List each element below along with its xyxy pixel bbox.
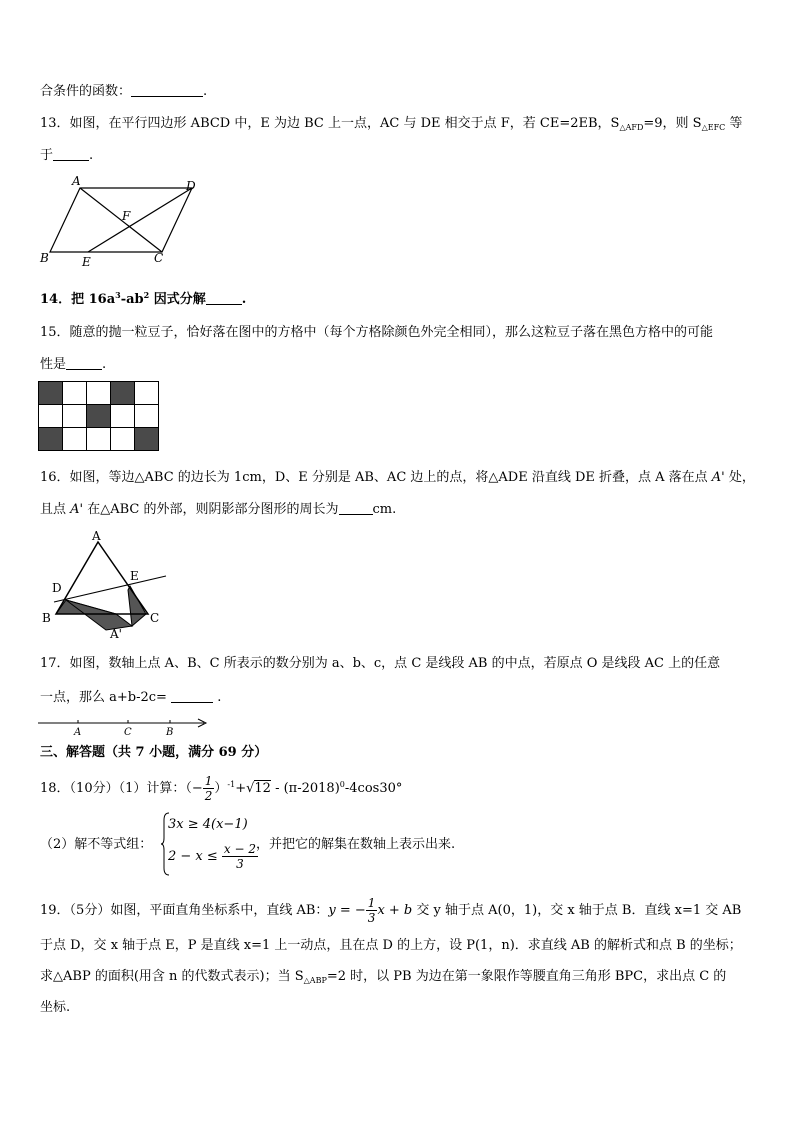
q12-end: . bbox=[203, 84, 208, 99]
label-e: E bbox=[82, 255, 91, 269]
q15-text: 15．随意的抛一粒豆子，恰好落在图中的方格中（每个方格除颜色外完全相同），那么这粒豆子落在黑色方格中的可能 bbox=[40, 325, 714, 340]
label-c: C bbox=[150, 611, 160, 625]
label-d: D bbox=[52, 581, 62, 595]
q16-text-end: 处， bbox=[724, 470, 755, 485]
fraction bbox=[203, 774, 215, 803]
q16-text: 且点 bbox=[40, 502, 71, 517]
label-d: D bbox=[186, 179, 196, 193]
subscript: △ABP bbox=[303, 976, 327, 985]
q17-line1 bbox=[40, 655, 720, 673]
q16-a-prime: A' bbox=[711, 470, 725, 485]
q17-line2 bbox=[40, 688, 221, 707]
answer-blank bbox=[339, 500, 373, 515]
grid-cell-white bbox=[63, 428, 87, 451]
q17-text: 一点，那么 a+b-2c= bbox=[40, 690, 172, 705]
sqrt-symbol: √ bbox=[246, 781, 255, 796]
label-b: B bbox=[40, 251, 49, 265]
q16-unit: cm. bbox=[372, 502, 397, 517]
grid-cell-white bbox=[135, 382, 159, 405]
q17-end: . bbox=[213, 690, 222, 705]
grid-cell-black bbox=[87, 405, 111, 428]
label-b: B bbox=[166, 727, 174, 738]
q19-line1 bbox=[40, 896, 741, 926]
exponent: 0 bbox=[339, 780, 345, 789]
q16-line1 bbox=[40, 469, 755, 487]
q14-line bbox=[40, 286, 246, 309]
q14-exponent: 2 bbox=[143, 290, 150, 300]
q19-text-end: 交 y 轴于点 A(0，1)，交 x 轴于点 B．直线 x=1 交 AB bbox=[412, 903, 742, 918]
label-f: F bbox=[122, 209, 131, 223]
equation: x + b bbox=[377, 903, 413, 918]
label-a: A bbox=[92, 530, 101, 543]
plus-sign: + bbox=[235, 781, 247, 796]
grid-cell-black bbox=[111, 382, 135, 405]
inequality-text: 3x ≥ 4(x−1) bbox=[168, 817, 248, 832]
answer-blank bbox=[206, 290, 242, 305]
grid-row bbox=[39, 405, 159, 428]
q14-end: . bbox=[241, 292, 247, 307]
q16-a-prime: A' bbox=[70, 502, 84, 517]
q13-end: . bbox=[89, 148, 94, 163]
q12-tail-line bbox=[40, 82, 207, 101]
q18-part1: 18．（10分）（1）计算：（− $\frac{1}{2}$ ）$^{-1}+√12 - (\pi-2018)^0-4\cos 30^\circ$ bbox=[40, 774, 403, 803]
denominator: 2 bbox=[204, 789, 213, 803]
q14-text: 14．把 16a bbox=[40, 292, 116, 307]
q13-text: 13．如图，在平行四边形 ABCD 中，E 为边 BC 上一点，AC 与 DE 相交于点 F，若 CE=2EB，S bbox=[40, 116, 620, 131]
answer-blank bbox=[131, 82, 203, 97]
answer-blank bbox=[53, 146, 89, 161]
sqrt-value: 12 bbox=[254, 781, 271, 796]
numerator: 1 bbox=[204, 774, 213, 788]
grid-cell-white bbox=[39, 405, 63, 428]
q19-line2 bbox=[40, 937, 742, 955]
number-line-figure bbox=[36, 715, 212, 739]
label-c: C bbox=[124, 727, 132, 738]
fraction bbox=[222, 842, 258, 871]
inequality-text: 2 − x ≤ bbox=[168, 849, 222, 864]
answer-blank bbox=[171, 688, 213, 703]
label-b: B bbox=[42, 611, 51, 625]
q19-text: 19．（5分）如图，平面直角坐标系中，直线 AB： bbox=[40, 903, 329, 918]
grid-row bbox=[39, 428, 159, 451]
grid-row bbox=[39, 382, 159, 405]
q13-text-mid: =9，则 S bbox=[643, 116, 702, 131]
grid-cell-white bbox=[87, 382, 111, 405]
q13-subscript-efc: △EFC bbox=[701, 123, 726, 132]
answer-blank bbox=[66, 355, 102, 370]
q13-line2 bbox=[40, 146, 93, 165]
q18-text: ，并把它的解集在数轴上表示出来. bbox=[256, 837, 456, 852]
label-a-prime: A' bbox=[110, 627, 122, 641]
q13-line1 bbox=[40, 115, 742, 137]
grid-cell-white bbox=[111, 428, 135, 451]
grid-cell-white bbox=[63, 405, 87, 428]
q19-line4 bbox=[40, 999, 70, 1017]
triangle-fold-figure bbox=[36, 530, 176, 642]
label-a: A bbox=[72, 174, 81, 188]
q14-text-post: 因式分解 bbox=[149, 292, 206, 307]
q15-line2 bbox=[40, 355, 106, 374]
q18-text: （2）解不等式组： bbox=[40, 837, 153, 852]
equation: y = − bbox=[328, 903, 366, 918]
section-heading bbox=[40, 744, 267, 762]
grid-cell-white bbox=[135, 405, 159, 428]
q18-text-mid: - (π-2018) bbox=[270, 781, 340, 796]
q16-line2 bbox=[40, 500, 396, 519]
q15-end: . bbox=[102, 357, 107, 372]
parallelogram-figure bbox=[36, 174, 206, 270]
q13-text-end: 等 bbox=[725, 116, 743, 131]
q19-text: 求△ABP 的面积(用含 n 的代数式表示)；当 S bbox=[40, 969, 304, 984]
q12-text: 合条件的函数： bbox=[40, 84, 132, 99]
grid-cell-white bbox=[111, 405, 135, 428]
section-title: 三、解答题（共 7 小题，满分 69 分） bbox=[40, 745, 268, 760]
grid-cell-white bbox=[63, 382, 87, 405]
q19-text: 于点 D，交 x 轴于点 E，P 是直线 x=1 上一动点，且在点 D 的上方，设 P(1，n)．求直线 AB 的解析式和点 B 的坐标； bbox=[40, 938, 742, 953]
inequality-2 bbox=[168, 842, 258, 872]
label-e: E bbox=[130, 569, 139, 583]
label-a: A bbox=[74, 727, 82, 738]
inequality-1 bbox=[168, 816, 248, 834]
q19-line3 bbox=[40, 968, 726, 990]
q16-text-mid: 在△ABC 的外部，则阴影部分图形的周长为 bbox=[83, 502, 339, 517]
label-c: C bbox=[154, 251, 164, 265]
grid-cell-white bbox=[87, 428, 111, 451]
q18-part2-label bbox=[40, 836, 152, 854]
q16-text: 16．如图，等边△ABC 的边长为 1cm，D、E 分别是 AB、AC 边上的点，将△ADE 沿直线 DE 折叠，点 A 落在点 bbox=[40, 470, 712, 485]
q19-text: 坐标. bbox=[40, 1000, 71, 1015]
q13-subscript-afd: △AFD bbox=[619, 123, 644, 132]
exponent: -1 bbox=[227, 780, 236, 789]
q14-exponent: 3 bbox=[115, 290, 121, 300]
q13-text: 于 bbox=[40, 148, 54, 163]
q18-text-end: -4cos30° bbox=[344, 781, 403, 796]
denominator: 3 bbox=[367, 911, 376, 925]
checker-grid bbox=[38, 381, 159, 451]
q17-text: 17．如图，数轴上点 A、B、C 所表示的数分别为 a、b、c，点 C 是线段 AB 的中点，若原点 O 是线段 AC 上的任意 bbox=[40, 656, 721, 671]
grid-cell-black bbox=[39, 382, 63, 405]
q14-text-mid: -ab bbox=[120, 292, 144, 307]
grid-cell-black bbox=[135, 428, 159, 451]
numerator: 1 bbox=[367, 896, 376, 910]
grid-cell-black bbox=[39, 428, 63, 451]
q18-part2-tail bbox=[256, 836, 455, 854]
q18-text: 18．（10分）（1）计算：（− bbox=[40, 781, 203, 796]
denominator: 3 bbox=[236, 857, 244, 871]
fraction bbox=[366, 896, 378, 925]
q19-text-end: =2 时，以 PB 为边在第一象限作等腰直角三角形 BPC，求出点 C 的 bbox=[326, 969, 727, 984]
numerator: x − 2 bbox=[223, 842, 257, 856]
q15-text: 性是 bbox=[40, 357, 67, 372]
q15-line1 bbox=[40, 324, 713, 342]
